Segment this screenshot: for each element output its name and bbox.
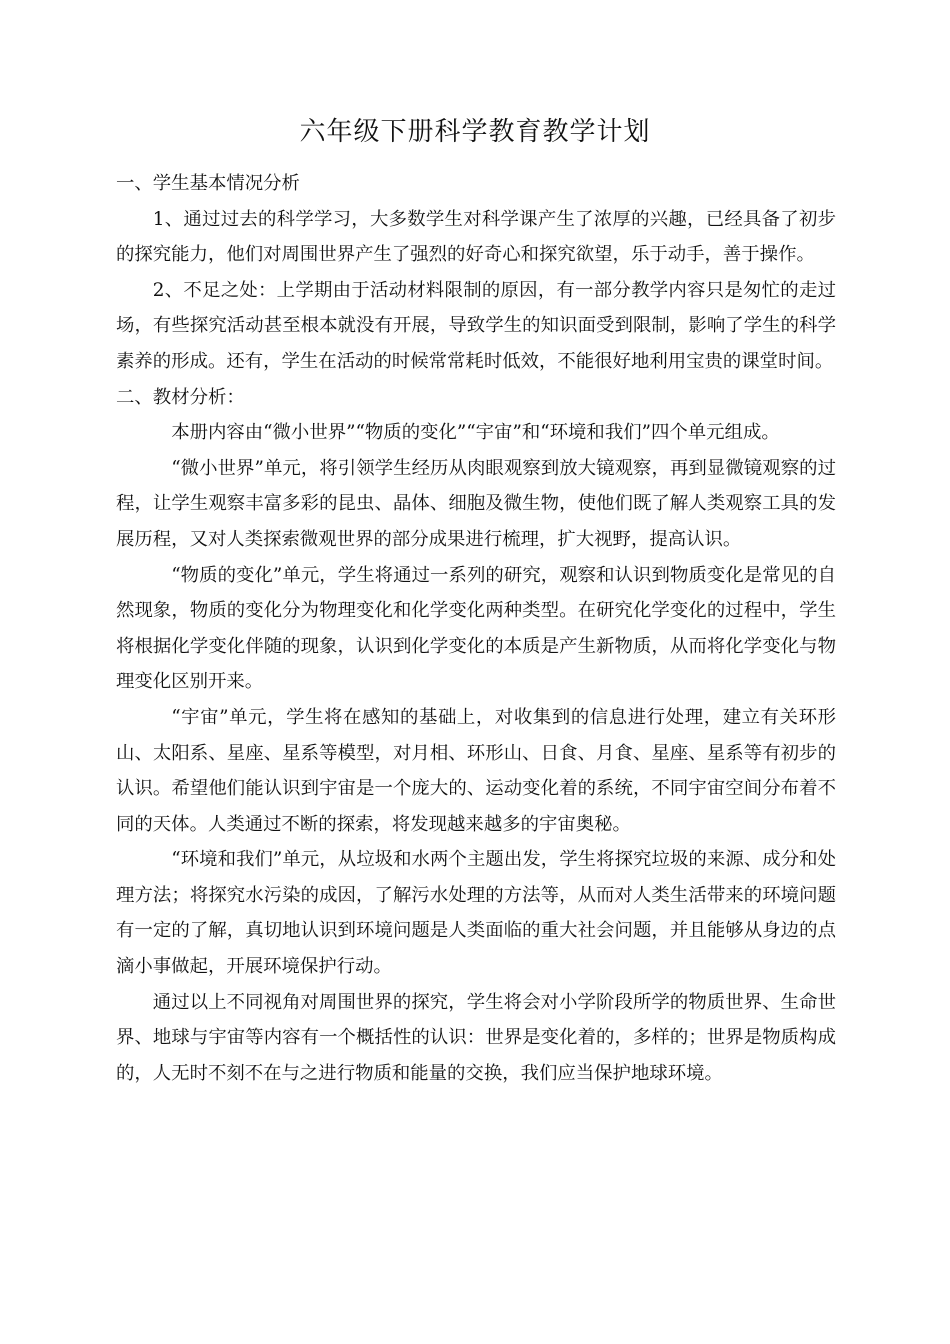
paragraph-unit-environment: “环境和我们”单元，从垃圾和水两个主题出发，学生将探究垃圾的来源、成分和处理方法；将探究水污染的成因，了解污水处理的方法等，从而对人类生活带来的环境问题有一定的了解，真切地认识到环境问题是人类面临的重大社会问题，并且能够从身边的点滴小事做起，开展环境保护行动。 bbox=[116, 849, 836, 978]
paragraph-summary: 通过以上不同视角对周围世界的探究，学生将会对小学阶段所学的物质世界、生命世界、地球与宇宙等内容有一个概括性的认识：世界是变化着的，多样的；世界是物质构成的，人无时不刻不在与之进行物质和能量的交换，我们应当保护地球环境。 bbox=[116, 991, 836, 1084]
document-body bbox=[116, 166, 836, 1091]
paragraph-student-weaknesses: 2、不足之处：上学期由于活动材料限制的原因，有一部分教学内容只是匆忙的走过场，有些探究活动甚至根本就没有开展，导致学生的知识面受到限制，影响了学生的科学素养的形成。还有，学生在活动的时候常常耗时低效，不能很好地利用宝贵的课堂时间。 bbox=[116, 279, 836, 372]
paragraph-unit-universe: “宇宙”单元，学生将在感知的基础上，对收集到的信息进行处理，建立有关环形山、太阳系、星座、星系等模型，对月相、环形山、日食、月食、星座、星系等有初步的认识。希望他们能认识到宇宙是一个庞大的、运动变化着的系统，不同宇宙空间分布着不同的天体。人类通过不断的探索，将发现越来越多的宇宙奥秘。 bbox=[116, 706, 836, 835]
section-heading-student-analysis: 一、学生基本情况分析 bbox=[116, 173, 300, 194]
paragraph-unit-matter-change: “物质的变化”单元，学生将通过一系列的研究，观察和认识到物质变化是常见的自然现象，物质的变化分为物理变化和化学变化两种类型。在研究化学变化的过程中，学生将根据化学变化伴随的现象，认识到化学变化的本质是产生新物质，从而将化学变化与物理变化区别开来。 bbox=[116, 564, 836, 693]
paragraph-textbook-overview: 本册内容由“微小世界”“物质的变化”“宇宙”和“环境和我们”四个单元组成。 bbox=[171, 422, 780, 444]
paragraph-unit-micro-world: “微小世界”单元，将引领学生经历从肉眼观察到放大镜观察，再到显微镜观察的过程，让学生观察丰富多彩的昆虫、晶体、细胞及微生物，使他们既了解人类观察工具的发展历程，又对人类探索微观世界的部分成果进行梳理，扩大视野，提高认识。 bbox=[116, 457, 836, 550]
document-title: 六年级下册科学教育教学计划 bbox=[299, 117, 651, 147]
section-heading-textbook-analysis: 二、教材分析： bbox=[116, 386, 245, 408]
paragraph-student-strengths: 1、通过过去的科学学习，大多数学生对科学课产生了浓厚的兴趣，已经具备了初步的探究能力，他们对周围世界产生了强烈的好奇心和探究欲望，乐于动手，善于操作。 bbox=[116, 208, 836, 266]
